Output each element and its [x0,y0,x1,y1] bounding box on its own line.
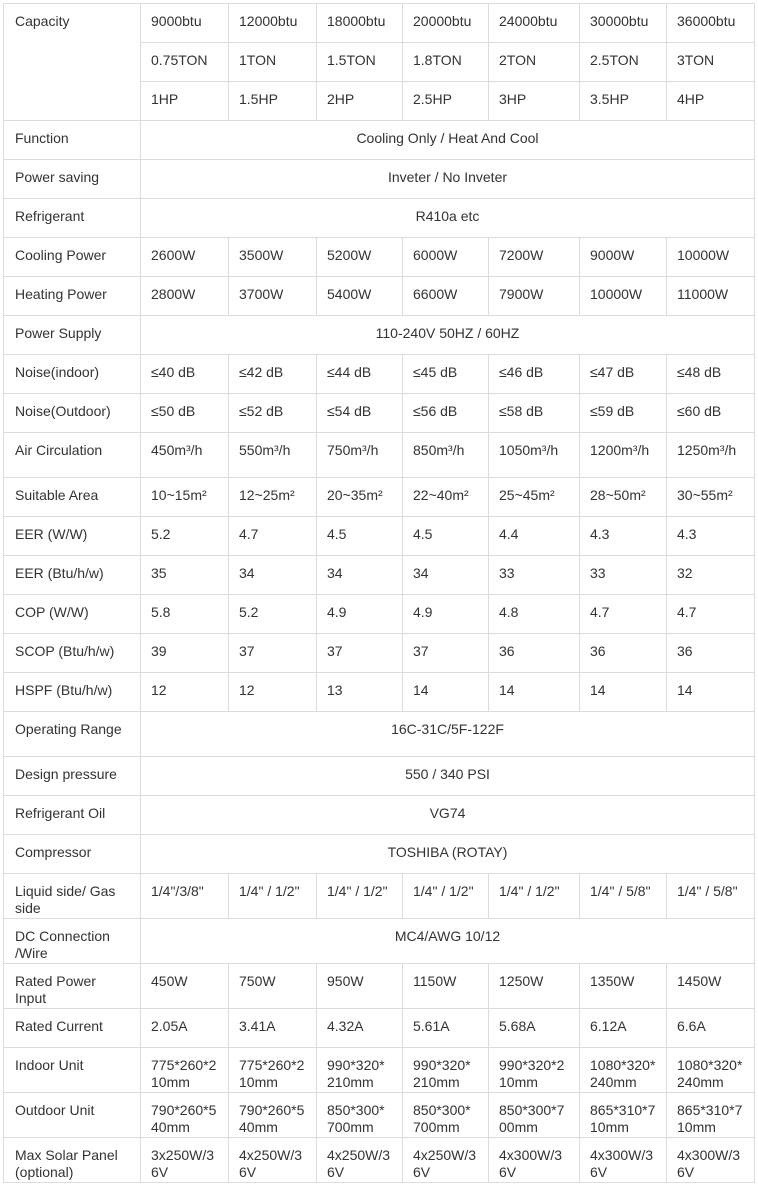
spec-value-cell: 1080*320*240mm [580,1048,667,1093]
spec-merged-value: VG74 [141,796,755,835]
spec-value-cell: 33 [489,556,580,595]
spec-row-label: Refrigerant [4,199,141,238]
spec-value-cell: 37 [403,634,489,673]
capacity-btu-cell: 9000btu [141,4,229,43]
spec-merged-value: R410a etc [141,199,755,238]
spec-value-cell: 5400W [317,277,403,316]
spec-table-body [4,4,755,1183]
spec-row-label: SCOP (Btu/h/w) [4,634,141,673]
spec-value-cell: 39 [141,634,229,673]
spec-value-cell: 4.7 [667,595,755,634]
capacity-ton-cell: 3TON [667,43,755,82]
spec-merged-value: Inveter / No Inveter [141,160,755,199]
spec-value-cell: 1/4"/3/8" [141,874,229,919]
capacity-ton-cell: 2TON [489,43,580,82]
spec-row-label: Power Supply [4,316,141,355]
spec-value-cell: 34 [229,556,317,595]
spec-row [4,1138,755,1183]
spec-row [4,316,755,355]
spec-value-cell: 1250m³/h [667,433,755,478]
spec-value-cell: 4x300W/36V [580,1138,667,1183]
spec-value-cell: ≤52 dB [229,394,317,433]
spec-merged-value: 16C-31C/5F-122F [141,712,755,757]
spec-value-cell: 990*320*210mm [317,1048,403,1093]
spec-value-cell: 25~45m² [489,478,580,517]
spec-value-cell: 5.8 [141,595,229,634]
spec-row-label: Liquid side/ Gas side [4,874,141,919]
spec-value-cell: 34 [317,556,403,595]
spec-row [4,595,755,634]
spec-row [4,757,755,796]
spec-row [4,355,755,394]
spec-value-cell: ≤58 dB [489,394,580,433]
spec-row-label: Refrigerant Oil [4,796,141,835]
spec-value-cell: 12 [141,673,229,712]
spec-value-cell: 2600W [141,238,229,277]
spec-value-cell: 4.5 [403,517,489,556]
spec-value-cell: ≤40 dB [141,355,229,394]
spec-row-label: Outdoor Unit [4,1093,141,1138]
spec-row [4,634,755,673]
spec-row-label: Operating Range [4,712,141,757]
spec-merged-value: 110-240V 50HZ / 60HZ [141,316,755,355]
spec-value-cell: 6600W [403,277,489,316]
spec-value-cell: 33 [580,556,667,595]
spec-value-cell: 14 [580,673,667,712]
spec-value-cell: 1/4" / 5/8" [580,874,667,919]
spec-value-cell: 850*300*700mm [403,1093,489,1138]
spec-value-cell: 850*300*700mm [317,1093,403,1138]
spec-row [4,919,755,964]
spec-value-cell: 1150W [403,964,489,1009]
spec-row-label: Suitable Area [4,478,141,517]
spec-value-cell: 790*260*540mm [229,1093,317,1138]
spec-row-label: Function [4,121,141,160]
spec-row-label: Heating Power [4,277,141,316]
spec-row-label: Rated Power Input [4,964,141,1009]
spec-value-cell: ≤56 dB [403,394,489,433]
spec-value-cell: 4.4 [489,517,580,556]
spec-value-cell: ≤59 dB [580,394,667,433]
spec-value-cell: 775*260*210mm [141,1048,229,1093]
spec-row [4,1048,755,1093]
spec-value-cell: 20~35m² [317,478,403,517]
spec-value-cell: 35 [141,556,229,595]
spec-value-cell: 4x250W/36V [317,1138,403,1183]
spec-value-cell: 13 [317,673,403,712]
spec-value-cell: 865*310*710mm [667,1093,755,1138]
spec-value-cell: 1350W [580,964,667,1009]
spec-row [4,517,755,556]
spec-row [4,874,755,919]
spec-row [4,1009,755,1048]
spec-row-label: Noise(Outdoor) [4,394,141,433]
spec-value-cell: 865*310*710mm [580,1093,667,1138]
spec-value-cell: 5.2 [229,595,317,634]
capacity-row-btu [4,4,755,43]
spec-row-label: Design pressure [4,757,141,796]
spec-value-cell: 1450W [667,964,755,1009]
spec-row [4,556,755,595]
spec-row-label: EER (W/W) [4,517,141,556]
spec-merged-value: 550 / 340 PSI [141,757,755,796]
spec-value-cell: 850*300*700mm [489,1093,580,1138]
spec-value-cell: 3x250W/36V [141,1138,229,1183]
spec-value-cell: ≤45 dB [403,355,489,394]
spec-value-cell: 3.41A [229,1009,317,1048]
capacity-btu-cell: 20000btu [403,4,489,43]
spec-value-cell: 450m³/h [141,433,229,478]
capacity-ton-cell: 2.5TON [580,43,667,82]
spec-value-cell: 1/4" / 5/8" [667,874,755,919]
spec-value-cell: 4x300W/36V [489,1138,580,1183]
spec-value-cell: 36 [489,634,580,673]
spec-value-cell: 37 [317,634,403,673]
spec-value-cell: 10000W [667,238,755,277]
spec-value-cell: 14 [489,673,580,712]
spec-row-label: Max Solar Panel (optional) [4,1138,141,1183]
spec-row [4,394,755,433]
capacity-hp-cell: 1HP [141,82,229,121]
spec-value-cell: 22~40m² [403,478,489,517]
spec-value-cell: 10000W [580,277,667,316]
spec-value-cell: 11000W [667,277,755,316]
spec-value-cell: 4.9 [403,595,489,634]
spec-row [4,835,755,874]
capacity-ton-cell: 1.8TON [403,43,489,82]
spec-value-cell: 1/4" / 1/2" [489,874,580,919]
spec-row-label: Cooling Power [4,238,141,277]
spec-merged-value: MC4/AWG 10/12 [141,919,755,964]
spec-value-cell: ≤50 dB [141,394,229,433]
spec-row-label: Air Circulation [4,433,141,478]
spec-value-cell: ≤47 dB [580,355,667,394]
spec-value-cell: 12~25m² [229,478,317,517]
spec-value-cell: 4x250W/36V [403,1138,489,1183]
spec-value-cell: 1050m³/h [489,433,580,478]
spec-row [4,712,755,757]
spec-value-cell: 4.3 [667,517,755,556]
capacity-hp-cell: 3HP [489,82,580,121]
spec-row [4,433,755,478]
spec-row-label: HSPF (Btu/h/w) [4,673,141,712]
spec-value-cell: 2.05A [141,1009,229,1048]
spec-row-label: Noise(indoor) [4,355,141,394]
capacity-btu-cell: 12000btu [229,4,317,43]
spec-value-cell: ≤46 dB [489,355,580,394]
capacity-hp-cell: 4HP [667,82,755,121]
capacity-btu-cell: 30000btu [580,4,667,43]
spec-value-cell: 1/4" / 1/2" [403,874,489,919]
capacity-hp-cell: 1.5HP [229,82,317,121]
spec-value-cell: 30~55m² [667,478,755,517]
spec-row [4,277,755,316]
spec-value-cell: 450W [141,964,229,1009]
spec-value-cell: 550m³/h [229,433,317,478]
spec-value-cell: ≤42 dB [229,355,317,394]
spec-value-cell: 750W [229,964,317,1009]
spec-value-cell: 37 [229,634,317,673]
spec-row [4,121,755,160]
capacity-btu-cell: 24000btu [489,4,580,43]
spec-value-cell: 990*320*210mm [403,1048,489,1093]
spec-value-cell: 4x300W/36V [667,1138,755,1183]
spec-value-cell: 28~50m² [580,478,667,517]
spec-value-cell: 750m³/h [317,433,403,478]
spec-row-label: Indoor Unit [4,1048,141,1093]
spec-value-cell: 14 [667,673,755,712]
spec-row-label: Rated Current [4,1009,141,1048]
spec-value-cell: 3700W [229,277,317,316]
spec-row [4,238,755,277]
spec-value-cell: ≤54 dB [317,394,403,433]
spec-value-cell: 4.9 [317,595,403,634]
spec-value-cell: 1250W [489,964,580,1009]
capacity-btu-cell: 36000btu [667,4,755,43]
spec-value-cell: 4x250W/36V [229,1138,317,1183]
spec-value-cell: 790*260*540mm [141,1093,229,1138]
spec-value-cell: 775*260*210mm [229,1048,317,1093]
spec-value-cell: 6000W [403,238,489,277]
capacity-btu-cell: 18000btu [317,4,403,43]
spec-value-cell: 6.6A [667,1009,755,1048]
spec-value-cell: ≤60 dB [667,394,755,433]
spec-value-cell: 32 [667,556,755,595]
spec-value-cell: 36 [580,634,667,673]
spec-row-label: Compressor [4,835,141,874]
spec-value-cell: 7200W [489,238,580,277]
capacity-ton-cell: 1.5TON [317,43,403,82]
spec-value-cell: 5.61A [403,1009,489,1048]
spec-row [4,199,755,238]
spec-table [3,3,755,1183]
spec-merged-value: TOSHIBA (ROTAY) [141,835,755,874]
spec-merged-value: Cooling Only / Heat And Cool [141,121,755,160]
spec-value-cell: 1080*320*240mm [667,1048,755,1093]
spec-value-cell: 5200W [317,238,403,277]
spec-value-cell: 7900W [489,277,580,316]
spec-row-label: DC Connection /Wire [4,919,141,964]
spec-value-cell: 4.5 [317,517,403,556]
capacity-ton-cell: 1TON [229,43,317,82]
spec-value-cell: 6.12A [580,1009,667,1048]
spec-value-cell: 1/4" / 1/2" [317,874,403,919]
spec-value-cell: 5.68A [489,1009,580,1048]
spec-value-cell: 4.32A [317,1009,403,1048]
spec-value-cell: 14 [403,673,489,712]
spec-value-cell: 950W [317,964,403,1009]
spec-row [4,160,755,199]
spec-value-cell: 4.7 [229,517,317,556]
spec-value-cell: 2800W [141,277,229,316]
spec-row-label: COP (W/W) [4,595,141,634]
spec-value-cell: 850m³/h [403,433,489,478]
spec-value-cell: 4.7 [580,595,667,634]
spec-value-cell: 4.8 [489,595,580,634]
spec-row [4,478,755,517]
capacity-label: Capacity [4,4,141,121]
spec-row [4,673,755,712]
spec-value-cell: 9000W [580,238,667,277]
spec-value-cell: 4.3 [580,517,667,556]
spec-value-cell: 34 [403,556,489,595]
capacity-hp-cell: 2.5HP [403,82,489,121]
spec-row-label: Power saving [4,160,141,199]
spec-value-cell: ≤48 dB [667,355,755,394]
spec-value-cell: 1/4" / 1/2" [229,874,317,919]
spec-value-cell: 990*320*210mm [489,1048,580,1093]
spec-value-cell: 12 [229,673,317,712]
spec-value-cell: 1200m³/h [580,433,667,478]
spec-value-cell: 10~15m² [141,478,229,517]
capacity-hp-cell: 3.5HP [580,82,667,121]
spec-value-cell: 3500W [229,238,317,277]
spec-value-cell: 5.2 [141,517,229,556]
spec-row [4,1093,755,1138]
spec-row [4,964,755,1009]
spec-row-label: EER (Btu/h/w) [4,556,141,595]
spec-value-cell: ≤44 dB [317,355,403,394]
capacity-hp-cell: 2HP [317,82,403,121]
capacity-ton-cell: 0.75TON [141,43,229,82]
spec-value-cell: 36 [667,634,755,673]
spec-row [4,796,755,835]
